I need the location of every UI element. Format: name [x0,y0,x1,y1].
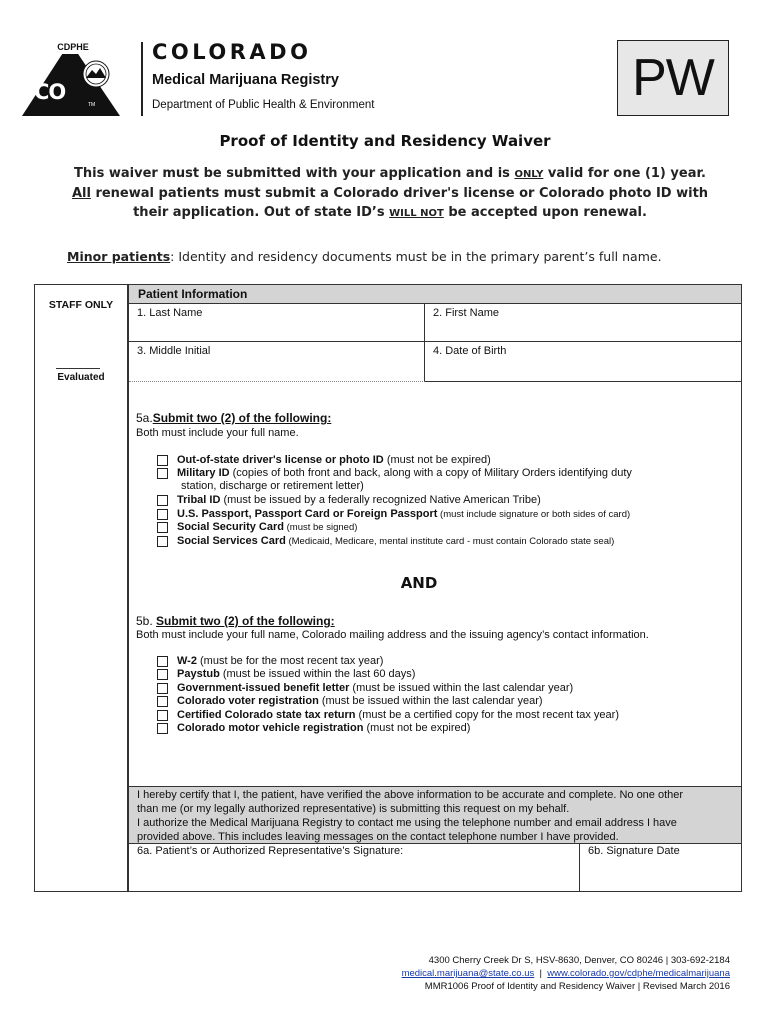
logo-badge-text: CDPHE [57,42,89,52]
option-title: Social Services Card [177,535,286,547]
footer-separator: | [534,968,548,979]
form-code-box: PW [617,40,729,116]
option-detail: (must not be expired) [363,722,471,734]
first-name-field[interactable] [425,304,741,342]
intro-line1b: valid for one (1) year. [543,166,706,181]
section-5a-prefix: 5a. [136,411,153,425]
checkbox[interactable] [157,696,168,707]
signature-label: 6a. Patient’s or Authorized Representative’s Signature: [137,845,404,857]
registry-name: Medical Marijuana Registry [152,72,339,88]
section-5b-prefix: 5b. [136,614,157,628]
section-5a-heading [136,411,331,425]
minor-label: Minor patients [67,249,171,264]
intro-all: All [71,186,91,201]
option-voter-registration[interactable] [157,695,543,708]
page-title: Proof of Identity and Residency Waiver [219,132,551,150]
checkbox[interactable] [157,509,168,520]
last-name-field[interactable] [129,304,425,342]
checkbox[interactable] [157,723,168,734]
option-title: Paystub [177,668,220,680]
checkbox[interactable] [157,536,168,547]
checkbox[interactable] [157,656,168,667]
option-title: Certified Colorado state tax return [177,709,356,721]
footer-form-id: MMR1006 Proof of Identity and Residency Waiver | Revised March 2016 [424,981,730,992]
minor-text: : Identity and residency documents must be in the primary parent’s full name. [170,249,662,264]
checkbox[interactable] [157,683,168,694]
intro-will-not: WILL NOT [389,208,444,219]
evaluated-line[interactable] [56,368,100,369]
option-title: Social Security Card [177,521,284,533]
option-social-services[interactable] [157,535,614,548]
intro-line1a: This waiver must be submitted with your application and is [74,166,515,181]
option-title: W-2 [177,655,197,667]
intro-line3b: be accepted upon renewal. [443,205,647,220]
option-detail: (must include signature or both sides of card) [437,509,631,520]
option-social-security[interactable] [157,521,357,534]
footer-address: 4300 Cherry Creek Dr S, HSV-8630, Denver, CO 80246 | 303-692-2184 [428,955,730,966]
intro-line2: renewal patients must submit a Colorado driver's license or Colorado photo ID with [90,186,709,201]
option-title: U.S. Passport, Passport Card or Foreign Passport [177,508,438,520]
first-name-label: 2. First Name [433,307,500,319]
option-title: Colorado voter registration [177,695,319,707]
patient-info-grid [129,304,741,382]
intro-only: ONLY [514,169,544,180]
certification-line: provided above. This includes leaving messages on the contact telephone number I have provided. [137,831,619,843]
patient-info-header: Patient Information [129,285,741,304]
option-detail: (Medicaid, Medicare, mental institute card - must contain Colorado state seal) [285,536,615,547]
option-title: Out-of-state driver's license or photo ID [177,454,384,466]
certification-line: I authorize the Medical Marijuana Registry to contact me using the telephone number and email address I have [137,817,677,829]
section-5a-title: Submit two (2) of the following: [152,411,332,425]
checkbox[interactable] [157,468,168,479]
intro-line3a: their application. Out of state ID’s [133,205,390,220]
option-detail: (must be signed) [284,522,358,533]
option-detail: (copies of both front and back, along with a copy of Military Orders identifying duty [229,467,632,479]
logo-tm: TM [88,102,96,108]
option-out-of-state-id[interactable] [157,454,491,467]
certification-line: I hereby certify that I, the patient, have verified the above information to be accurate and complete. No one other [137,789,684,801]
footer-links [402,967,730,980]
signature-field[interactable] [129,844,580,892]
option-state-tax-return[interactable] [157,709,619,722]
date-of-birth-field[interactable] [425,342,741,382]
signature-date-field[interactable] [580,844,741,892]
option-passport[interactable] [157,508,630,521]
option-paystub[interactable] [157,668,415,681]
option-detail: (must not be expired) [383,454,491,466]
minor-patients-note [67,249,662,264]
email-link[interactable]: medical.marijuana@state.co.us [401,968,535,979]
evaluated-label: Evaluated [57,372,105,383]
option-detail: (must be issued within the last calendar year) [318,695,543,707]
checkbox[interactable] [157,522,168,533]
date-of-birth-label: 4. Date of Birth [433,345,507,357]
checkbox[interactable] [157,710,168,721]
military-id-continued: station, discharge or retirement letter) [181,480,364,492]
header-divider [141,42,143,116]
middle-initial-label: 3. Middle Initial [137,345,211,357]
option-detail: (must be a certified copy for the most recent tax year) [355,709,619,721]
option-title: Government-issued benefit letter [177,682,350,694]
signature-date-label: 6b. Signature Date [588,845,680,857]
checkbox[interactable] [157,669,168,680]
certification-line: than me (or my legally authorized representative) is submitting this request on my behalf. [137,803,570,815]
option-detail: (must be issued within the last calendar year) [349,682,574,694]
section-5b-title: Submit two (2) of the following: [156,614,335,628]
certification-statement [129,786,741,844]
checkbox[interactable] [157,455,168,466]
last-name-label: 1. Last Name [137,307,203,319]
option-title: Military ID [177,467,230,479]
staff-only-title: STAFF ONLY [48,299,114,311]
state-name: COLORADO [152,40,312,64]
option-vehicle-registration[interactable] [157,722,470,735]
option-title: Tribal ID [177,494,221,506]
option-military-id[interactable] [157,467,632,480]
section-5a-subtext: Both must include your full name. [136,427,299,439]
cdphe-logo [22,40,132,112]
option-benefit-letter[interactable] [157,682,573,695]
section-5b-subtext: Both must include your full name, Colorado mailing address and the issuing agency’s contact information. [136,629,649,641]
section-5b-heading [136,614,335,628]
checkbox[interactable] [157,495,168,506]
and-separator: AND [400,574,438,592]
department-name: Department of Public Health & Environment [152,99,375,111]
intro-text [70,164,710,223]
option-title: Colorado motor vehicle registration [177,722,364,734]
logo-initials: CO [34,80,66,104]
option-detail: (must be issued within the last 60 days) [219,668,416,680]
option-w2[interactable] [157,655,383,668]
option-tribal-id[interactable] [157,494,541,507]
middle-initial-field[interactable] [129,342,425,382]
option-detail: (must be issued by a federally recognized Native American Tribe) [220,494,541,506]
website-link[interactable]: www.colorado.gov/cdphe/medicalmarijuana [547,968,730,979]
option-detail: (must be for the most recent tax year) [196,655,384,667]
